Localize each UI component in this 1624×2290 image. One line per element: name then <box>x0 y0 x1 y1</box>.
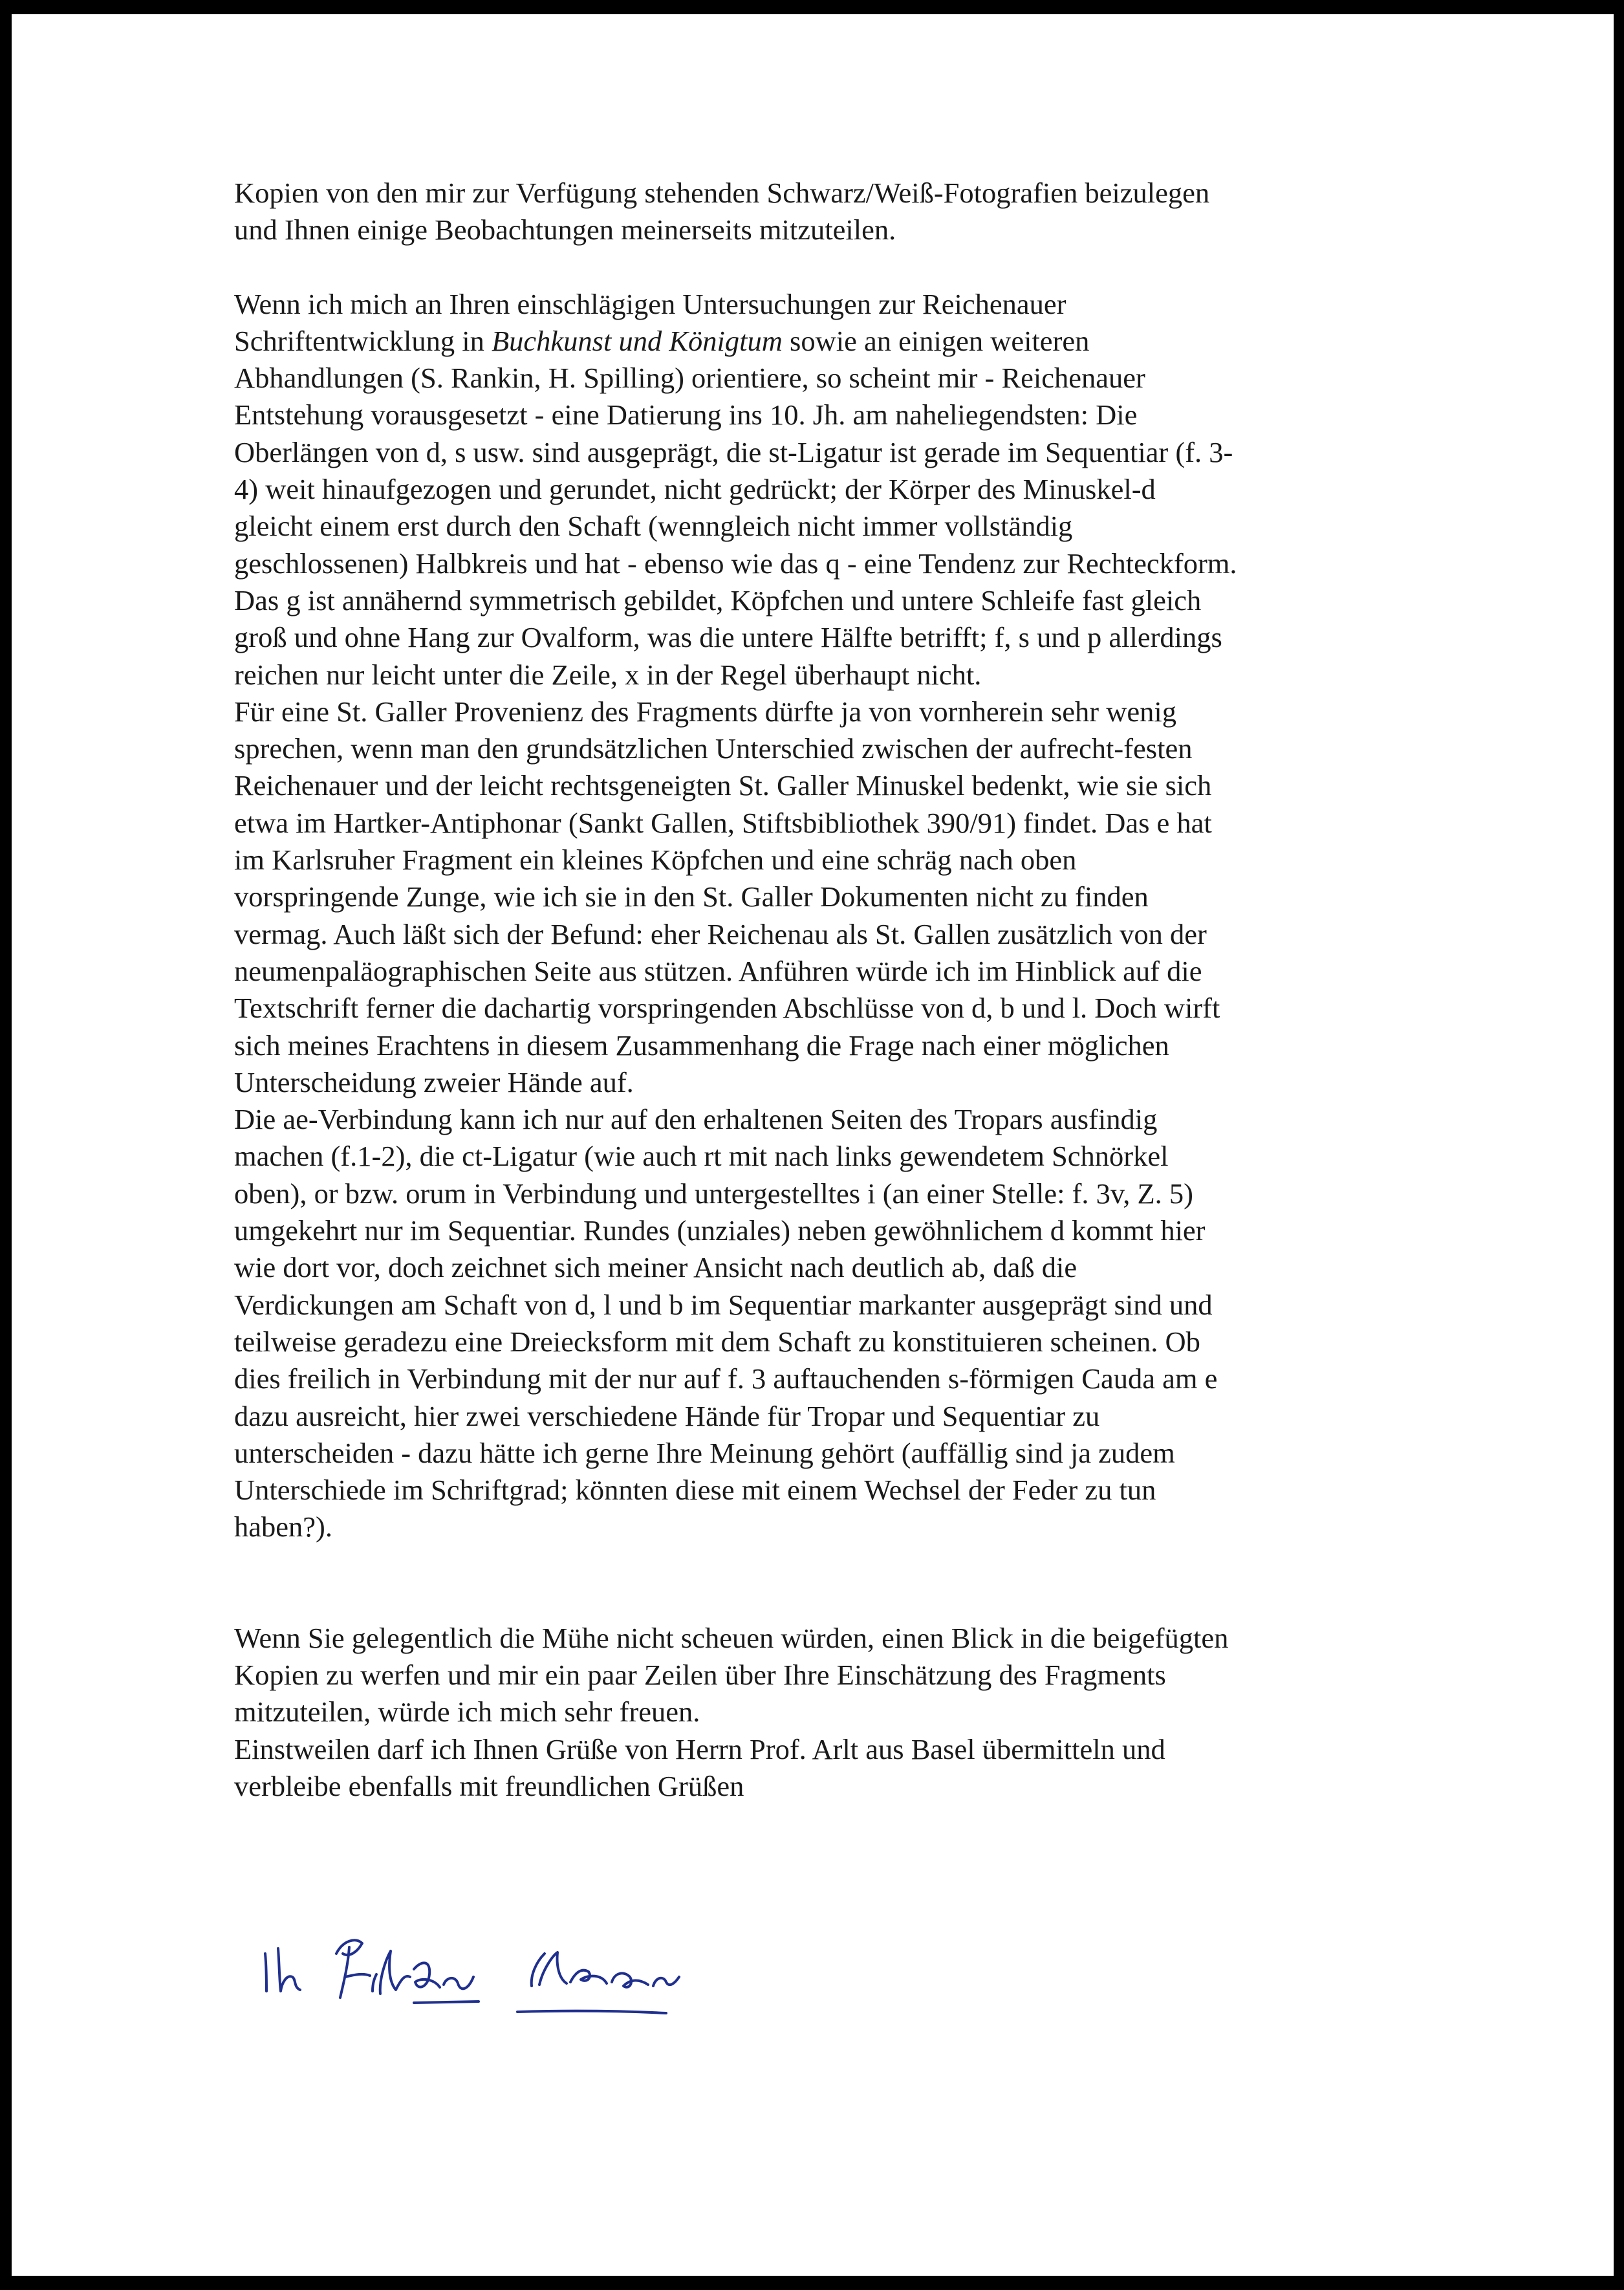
text-line: reichen nur leicht unter die Zeile, x in der Regel überhaupt nicht. <box>234 658 982 691</box>
text-line <box>234 323 1405 360</box>
text-line: Textschrift ferner die dachartig vorspringenden Abschlüsse von d, b und l. Doch wirft <box>234 992 1220 1025</box>
text-line: Für eine St. Galler Provenienz des Fragments dürfte ja von vornherein sehr wenig <box>234 695 1176 728</box>
book-title: Buchkunst und Königtum <box>491 324 783 357</box>
text-line: verbleibe ebenfalls mit freundlichen Grüßen <box>234 1769 744 1802</box>
text-line: Wenn Sie gelegentlich die Mühe nicht scheuen würden, einen Blick in die beigefügten <box>234 1621 1229 1654</box>
text-line: dies freilich in Verbindung mit der nur auf f. 3 auftauchenden s-förmigen Cauda am e <box>234 1362 1218 1395</box>
paragraph <box>234 1101 1405 1546</box>
text-line: teilweise geradezu eine Dreiecksform mit dem Schaft zu konstituieren scheinen. Ob <box>234 1325 1200 1358</box>
paragraph <box>234 1620 1405 1805</box>
paragraph <box>234 175 1405 249</box>
text-line: Abhandlungen (S. Rankin, H. Spilling) orientiere, so scheint mir - Reichenauer <box>234 362 1145 395</box>
text-line: 4) weit hinaufgezogen und gerundet, nicht gedrückt; der Körper des Minuskel-d <box>234 473 1156 506</box>
letter-body <box>234 175 1405 1805</box>
text-line: unterscheiden - dazu hätte ich gerne Ihre Meinung gehört (auffällig sind ja zudem <box>234 1436 1175 1469</box>
text-run: sowie an einigen weiteren <box>782 324 1090 357</box>
text-line: Wenn ich mich an Ihren einschlägigen Untersuchungen zur Reichenauer <box>234 287 1066 320</box>
text-line: gleicht einem erst durch den Schaft (wenngleich nicht immer vollständig <box>234 510 1073 543</box>
text-line: neumenpaläographischen Seite aus stützen. Anführen würde ich im Hinblick auf die <box>234 954 1202 987</box>
text-line: Einstweilen darf ich Ihnen Grüße von Herrn Prof. Arlt aus Basel übermitteln und <box>234 1732 1165 1765</box>
text-line: umgekehrt nur im Sequentiar. Rundes (unziales) neben gewöhnlichem d kommt hier <box>234 1214 1206 1247</box>
text-line: etwa im Hartker-Antiphonar (Sankt Gallen, Stiftsbibliothek 390/91) findet. Das e hat <box>234 806 1212 839</box>
paragraph <box>234 286 1405 693</box>
text-line: Oberlängen von d, s usw. sind ausgeprägt, die st-Ligatur ist gerade im Sequentiar (f. 3- <box>234 435 1233 468</box>
text-line: haben?). <box>234 1510 332 1543</box>
text-line: Die ae-Verbindung kann ich nur auf den erhaltenen Seiten des Tropars ausfindig <box>234 1103 1158 1136</box>
text-line: machen (f.1-2), die ct-Ligatur (wie auch rt mit nach links gewendetem Schnörkel <box>234 1140 1169 1173</box>
text-run: Schriftentwicklung in <box>234 324 492 357</box>
text-line: vorspringende Zunge, wie ich sie in den St. Galler Dokumenten nicht zu finden <box>234 880 1149 913</box>
text-line: sich meines Erachtens in diesem Zusammenhang die Frage nach einer möglichen <box>234 1029 1169 1062</box>
text-line: oben), or bzw. orum in Verbindung und untergestelltes i (an einer Stelle: f. 3v, Z. 5) <box>234 1177 1193 1210</box>
text-line: sprechen, wenn man den grundsätzlichen Unterschied zwischen der aufrecht-festen <box>234 732 1193 765</box>
text-line: vermag. Auch läßt sich der Befund: eher Reichenau als St. Gallen zusätzlich von der <box>234 917 1207 950</box>
text-line: geschlossenen) Halbkreis und hat - ebenso wie das q - eine Tendenz zur Rechteckform. <box>234 547 1237 580</box>
text-line: im Karlsruher Fragment ein kleines Köpfchen und eine schräg nach oben <box>234 844 1077 877</box>
text-line: groß und ohne Hang zur Ovalform, was die untere Hälfte betrifft; f, s und p allerdings <box>234 621 1222 654</box>
text-line: Verdickungen am Schaft von d, l und b im Sequentiar markanter ausgeprägt sind und <box>234 1288 1213 1321</box>
text-line: Reichenauer und der leicht rechtsgeneigten St. Galler Minuskel bedenkt, wie sie sich <box>234 769 1212 802</box>
text-line: dazu ausreicht, hier zwei verschiedene Hände für Tropar und Sequentiar zu <box>234 1399 1100 1432</box>
text-line: wie dort vor, doch zeichnet sich meiner Ansicht nach deutlich ab, daß die <box>234 1251 1077 1284</box>
text-line: Kopien zu werfen und mir ein paar Zeilen über Ihre Einschätzung des Fragments <box>234 1658 1166 1691</box>
text-line: und Ihnen einige Beobachtungen meinerseits mitzuteilen. <box>234 213 896 246</box>
text-line: Unterschiede im Schriftgrad; könnten diese mit einem Wechsel der Feder zu tun <box>234 1474 1156 1507</box>
text-line: Entstehung vorausgesetzt - eine Datierung ins 10. Jh. am naheliegendsten: Die <box>234 398 1138 431</box>
paragraph <box>234 693 1405 1101</box>
text-line: Kopien von den mir zur Verfügung stehenden Schwarz/Weiß-Fotografien beizulegen <box>234 177 1210 209</box>
text-line: Unterscheidung zweier Hände auf. <box>234 1065 634 1098</box>
text-line: Das g ist annähernd symmetrisch gebildet, Köpfchen und untere Schleife fast gleich <box>234 583 1202 616</box>
handwritten-signature <box>252 1915 873 2038</box>
text-line: mitzuteilen, würde ich mich sehr freuen. <box>234 1696 700 1728</box>
